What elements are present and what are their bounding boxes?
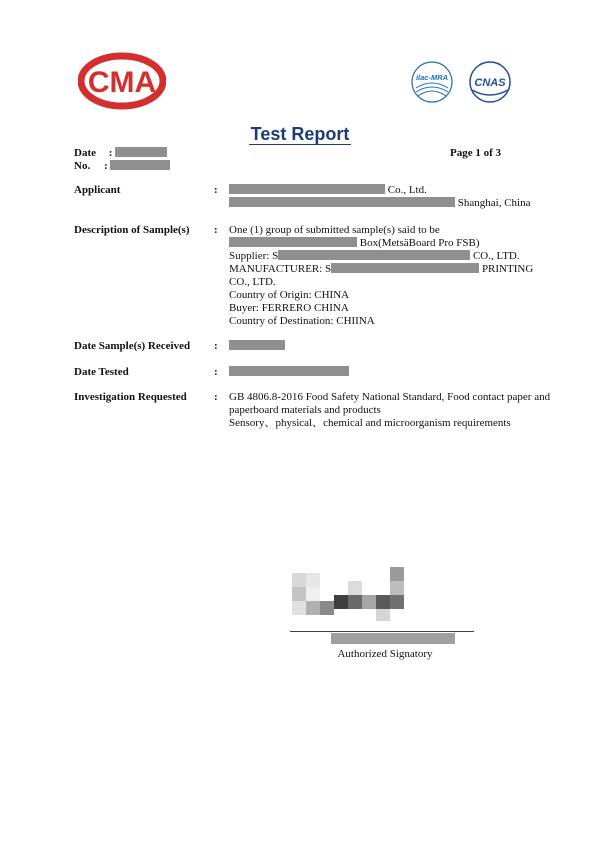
description-value <box>229 224 569 328</box>
accreditation-logos <box>410 58 520 106</box>
sample-name-redaction <box>229 237 357 247</box>
country-of-destination: Country of Destination: CHIINA <box>229 315 375 327</box>
description-label: Description of Sample(s) <box>74 224 190 236</box>
no-colon: : <box>103 160 108 172</box>
applicant-address-redaction <box>229 197 455 207</box>
applicant-name-redaction <box>229 184 385 194</box>
cnas-logo-text: CNAS <box>474 77 506 89</box>
signatory-name-redaction <box>331 633 455 644</box>
date-tested-value <box>229 366 569 379</box>
no-row <box>74 160 170 173</box>
investigation-line3: Sensory、physical、chemical and microorganism requirements <box>229 417 511 429</box>
date-received-colon: : <box>214 340 218 352</box>
description-colon: : <box>214 224 218 236</box>
signature-line <box>290 631 474 632</box>
date-colon: : <box>108 147 113 159</box>
investigation-line2: paperboard materials and products <box>229 404 381 416</box>
investigation-value <box>229 391 569 430</box>
date-redaction <box>115 147 167 157</box>
investigation-line1: GB 4806.8-2016 Food Safety National Standard, Food contact paper and <box>229 391 551 403</box>
supplier-suffix: CO., LTD. <box>472 250 520 262</box>
description-line1: One (1) group of submitted sample(s) said to be <box>229 224 440 236</box>
applicant-line1-suffix: Co., Ltd. <box>387 184 427 196</box>
date-tested-colon: : <box>214 366 218 378</box>
date-received-redaction <box>229 340 285 350</box>
date-tested-redaction <box>229 366 349 376</box>
applicant-colon: : <box>214 184 218 196</box>
date-received-label: Date Sample(s) Received <box>74 340 191 352</box>
description-line5: CO., LTD. <box>229 276 276 288</box>
date-received-value <box>229 340 569 353</box>
page-title <box>0 124 600 145</box>
investigation-label: Investigation Requested <box>74 391 187 403</box>
no-redaction <box>110 160 170 170</box>
applicant-value <box>229 184 569 210</box>
page-number: Page 1 of 3 <box>450 147 502 159</box>
manufacturer-suffix: PRINTING <box>481 263 534 275</box>
manufacturer-prefix: MANUFACTURER: S <box>229 263 332 275</box>
date-row <box>74 147 167 160</box>
country-of-origin: Country of Origin: CHINA <box>229 289 350 301</box>
supplier-prefix: Supplier: S <box>229 250 279 262</box>
ilac-mra-logo <box>412 62 452 102</box>
date-label: Date <box>74 147 96 159</box>
applicant-label: Applicant <box>74 184 121 196</box>
title-text: Test Report <box>250 124 350 144</box>
buyer: Buyer: FERRERO CHINA <box>229 302 349 314</box>
ilac-logo-text: ilac-MRA <box>415 73 449 82</box>
date-tested-label: Date Tested <box>74 366 129 378</box>
applicant-line2-suffix: Shanghai, China <box>457 197 531 209</box>
cma-logo-text: CMA <box>87 66 157 99</box>
cma-logo <box>78 52 166 110</box>
signature-image <box>290 565 410 625</box>
investigation-colon: : <box>214 391 218 403</box>
no-label: No. <box>74 160 91 172</box>
cnas-logo <box>470 62 510 102</box>
authorized-signatory-label: Authorized Signatory <box>337 648 433 660</box>
supplier-redaction <box>278 250 470 260</box>
manufacturer-redaction <box>331 263 479 273</box>
description-line2-suffix: Box(MetsäBoard Pro FSB) <box>359 237 480 249</box>
